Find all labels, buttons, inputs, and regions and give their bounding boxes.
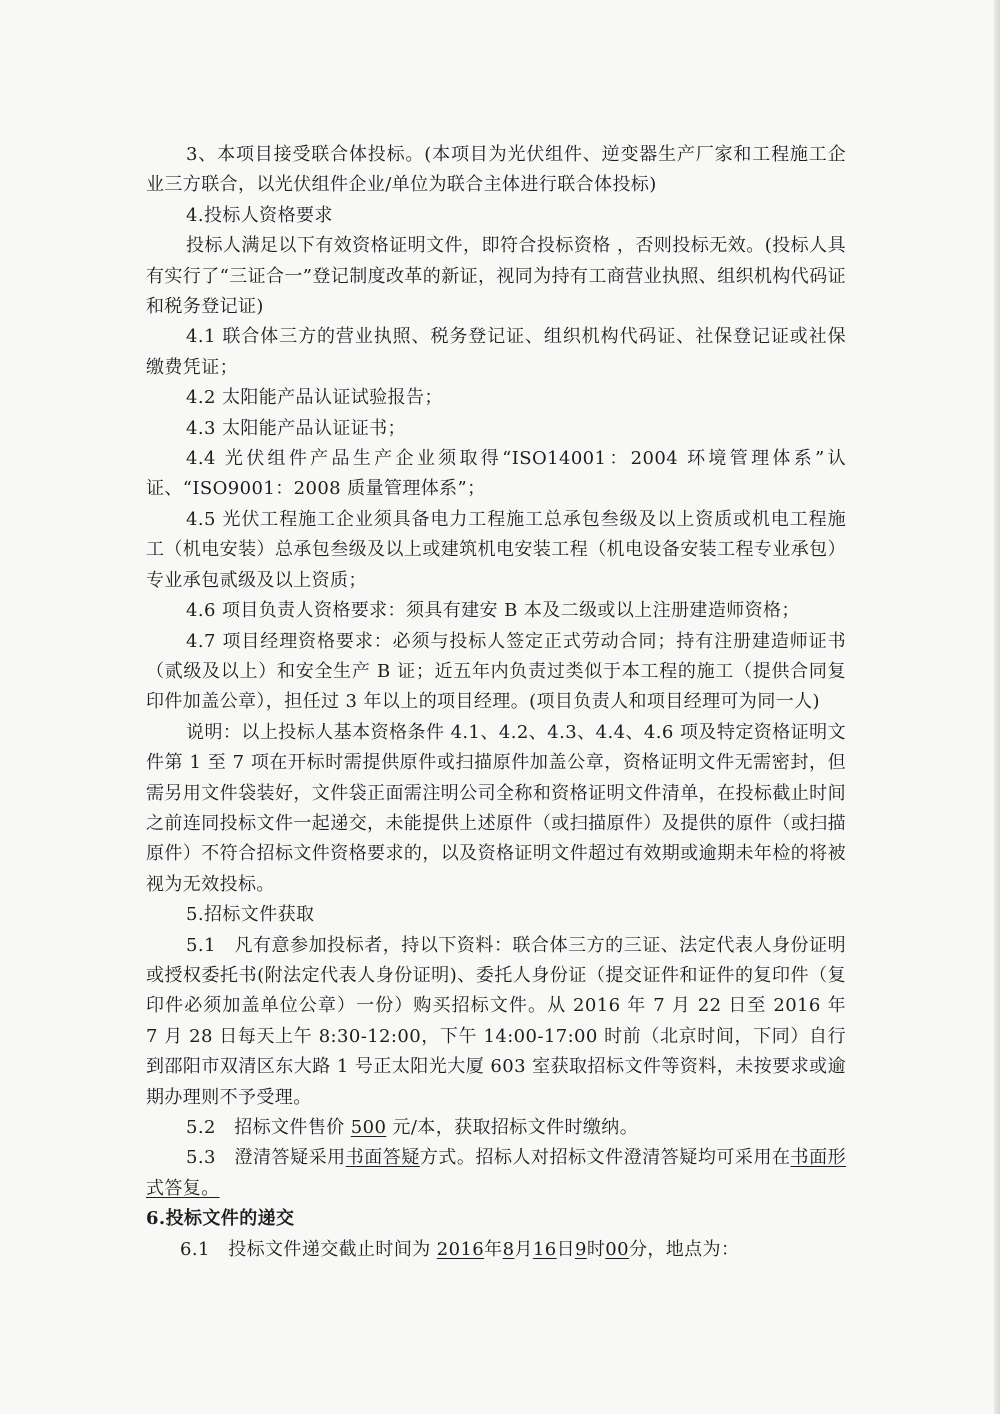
paragraph-4-1: 4.1 联合体三方的营业执照、税务登记证、组织机构代码证、社保登记证或社保缴费凭证； (146, 326, 846, 378)
paragraph-5-3 (146, 1143, 846, 1204)
clarification-text: 方式。招标人对招标文件澄清答疑均可采用在 (419, 1147, 791, 1169)
deadline-minute: 00 (605, 1238, 629, 1260)
paragraph-6-1 (146, 1235, 846, 1265)
price-label: 5.2 招标文件售价 (186, 1117, 351, 1138)
paragraph-4-4: 4.4 光伏组件产品生产企业须取得“ISO14001：2004 环境管理体系”认证、“ISO9001：2008 质量管理体系”； (146, 448, 846, 500)
year-unit: 年 (484, 1238, 503, 1260)
clarification-label: 5.3 澄清答疑采用 (186, 1147, 346, 1169)
paragraph-explanation: 说明：以上投标人基本资格条件 4.1、4.2、4.3、4.4、4.6 项及特定资格证明文件第 1 至 7 项在开标时需提供原件或扫描原件加盖公章，资格证明文件无需密封，但需另用文件袋装好，文件袋正面需注明公司全称和资格证明文件清单，在投标截止时间之前连同投标文件一起递交，未能提供上述原件（或扫描原件）及提供的原件（或扫描原件）不符合招标文件资格要求的，以及资格证明文件超过有效期或逾期未年检的将被视为无效投标。 (146, 721, 846, 895)
paragraph-consortium: 3、本项目接受联合体投标。(本项目为光伏组件、逆变器生产厂家和工程施工企业三方联合，以光伏组件企业/单位为联合主体进行联合体投标) (146, 144, 846, 196)
location-label: ，地点为： (647, 1238, 740, 1260)
paragraph-4-5: 4.5 光伏工程施工企业须具备电力工程施工总承包叁级及以上资质或机电工程施工（机电安装）总承包叁级及以上或建筑机电安装工程（机电设备安装工程专业承包）专业承包贰级及以上资质； (146, 508, 846, 591)
clarification-tail: 书面形式答复。 (146, 1147, 846, 1199)
paragraph-qualification-intro: 投标人满足以下有效资格证明文件，即符合投标资格 ，否则投标无效。(投标人具有实行了“三证合一”登记制度改革的新证，视同为持有工商营业执照、组织机构代码证和税务登记证) (146, 235, 847, 318)
heading-bidder-qualification: 4.投标人资格要求 (186, 204, 333, 226)
scan-edge (994, 0, 1000, 1414)
paragraph-4-6: 4.6 项目负责人资格要求：须具有建安 B 本及二级或以上注册建造师资格； (186, 600, 800, 622)
paragraph-4-3: 4.3 太阳能产品认证证书； (186, 417, 406, 439)
hour-unit: 时 (586, 1238, 606, 1260)
paragraph-5-1: 5.1 凡有意参加投标者，持以下资料：联合体三方的三证、法定代表人身份证明或授权委托书(附法定代表人身份证明)、委托人身份证（提交证件和证件的复印件（复印件必须加盖单位公章）一份）购买招标文件。从 2016 年 7 月 22 日至 2016 年 7 月 28 日每天上午 8:30-12:00，下午 14:00-17:00 时前（北京时间，下同）自行到邵阳市双清区东大路 1 号正太阳光大厦 603 室获取招标文件等资料，未按要求或逾期办理则不予受理。 (146, 934, 865, 1108)
heading-tender-document-acquisition: 5.招标文件获取 (186, 904, 315, 926)
deadline-label: 6.1 投标文件递交截止时间为 (180, 1238, 437, 1260)
month-unit: 月 (514, 1238, 533, 1260)
price-suffix: 元/本，获取招标文件时缴纳。 (386, 1117, 639, 1138)
deadline-hour: 9 (574, 1238, 587, 1260)
heading-bid-submission: 6.投标文件的递交 (146, 1208, 295, 1230)
paragraph-5-2 (146, 1113, 846, 1143)
price-value: 500 (350, 1117, 387, 1138)
minute-unit: 分 (628, 1238, 648, 1260)
day-unit: 日 (556, 1238, 575, 1260)
document-body (146, 140, 865, 1265)
clarification-method: 书面答疑 (345, 1147, 420, 1169)
deadline-day: 16 (532, 1238, 557, 1260)
paragraph-4-7: 4.7 项目经理资格要求：必须与投标人签定正式劳动合同；持有注册建造师证书（贰级及以上）和安全生产 B 证；近五年内负责过类似于本工程的施工（提供合同复印件加盖公章），担任过 3 年以上的项目经理。(项目负责人和项目经理可为同一人) (146, 630, 846, 713)
deadline-month: 8 (502, 1238, 515, 1260)
paragraph-4-2: 4.2 太阳能产品认证试验报告； (186, 387, 443, 409)
deadline-year: 2016 (436, 1238, 485, 1260)
